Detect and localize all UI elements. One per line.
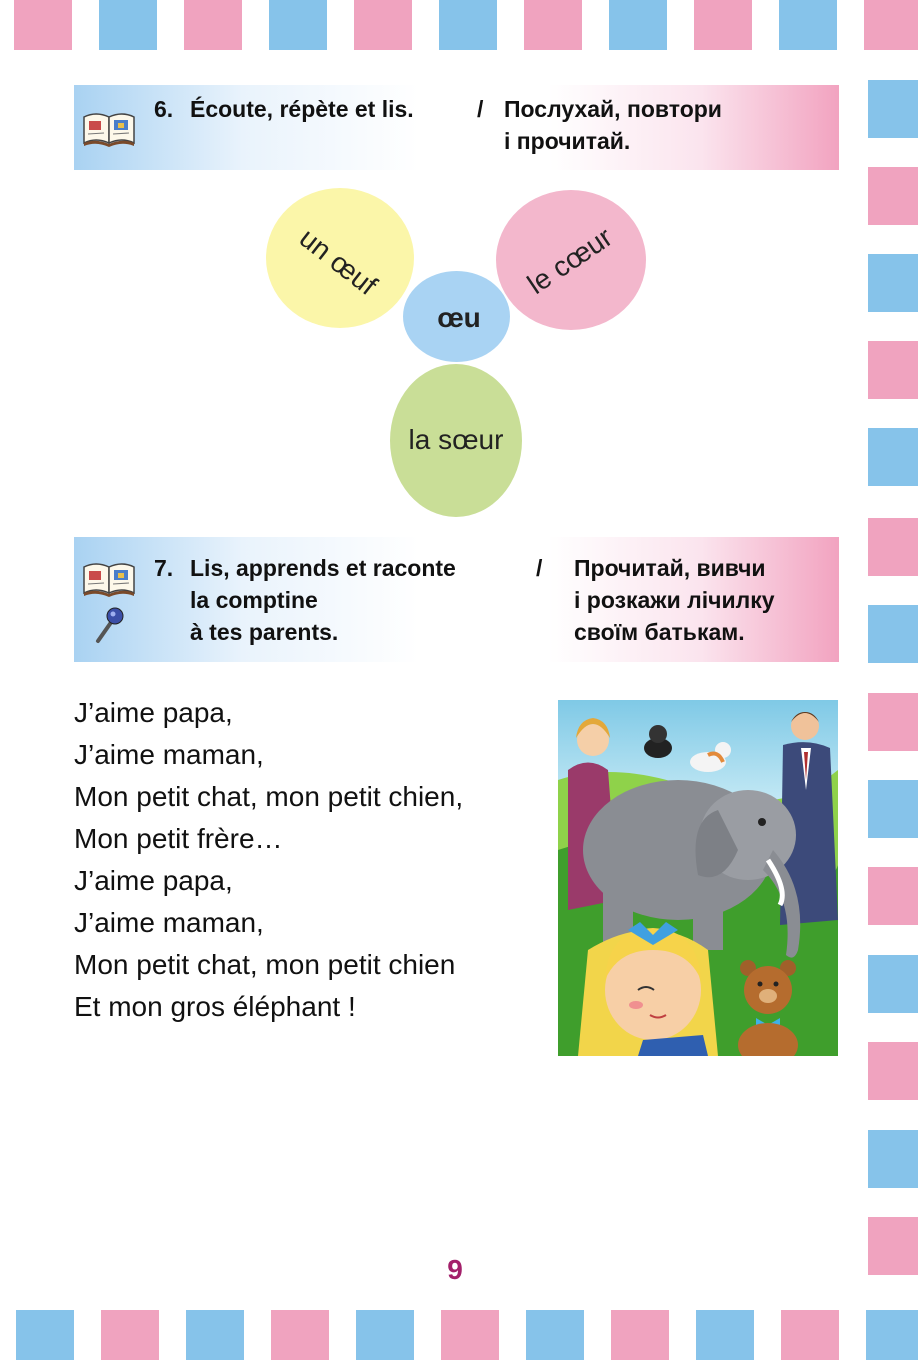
open-book-icon — [82, 557, 136, 597]
exercise-6-number: 6. — [154, 96, 174, 122]
exercise-6-instruction-fr: Écoute, répète et lis. — [190, 96, 414, 122]
exercise-7-instruction-uk-line1: Прочитай, вивчи — [574, 555, 766, 581]
exercise-6-instruction-uk-line1: Послухай, повтори — [504, 96, 722, 122]
poem-line: J’aime maman, — [74, 739, 264, 770]
border-square — [99, 0, 157, 50]
poem-line: Mon petit chat, mon petit chien — [74, 949, 456, 980]
poem-line: J’aime papa, — [74, 865, 233, 896]
border-square — [271, 1310, 329, 1360]
word-la-soeur: la sœur — [408, 424, 504, 455]
exercise-6-instruction-uk-line2: і прочитай. — [504, 128, 631, 154]
poem-line: Mon petit chat, mon petit chien, — [74, 781, 464, 812]
border-square — [866, 1310, 918, 1360]
border-square — [864, 0, 918, 50]
exercise-6-banner — [74, 85, 839, 170]
border-square — [694, 0, 752, 50]
border-square — [781, 1310, 839, 1360]
poem — [74, 692, 463, 1028]
exercise-7-instruction-uk-line2: і розкажи лічилку — [574, 587, 775, 613]
border-square — [609, 0, 667, 50]
border-square — [101, 1310, 159, 1360]
border-square — [354, 0, 412, 50]
exercise-7-separator: / — [536, 555, 543, 581]
exercise-7-instruction-fr-line1: Lis, apprends et raconte — [190, 555, 456, 581]
border-square — [779, 0, 837, 50]
border-square — [356, 1310, 414, 1360]
exercise-6-separator: / — [477, 96, 484, 122]
border-square — [184, 0, 242, 50]
exercise-7-banner — [74, 537, 839, 662]
exercise-7-instruction-fr-line2: la comptine — [190, 587, 318, 613]
family-elephant-illustration — [558, 700, 838, 1056]
border-square — [16, 1310, 74, 1360]
border-square — [14, 0, 72, 50]
border-square — [439, 0, 497, 50]
word-le-coeur: le cœur — [521, 221, 618, 300]
border-square — [611, 1310, 669, 1360]
border-square — [868, 80, 918, 138]
border-square — [269, 0, 327, 50]
microphone-icon — [92, 605, 126, 645]
border-square — [868, 341, 918, 399]
exercise-7-number: 7. — [154, 555, 174, 581]
word-un-oeuf: un œuf — [293, 222, 383, 302]
page-number: 9 — [447, 1254, 463, 1285]
border-square — [868, 518, 918, 576]
border-square — [868, 867, 918, 925]
border-square — [524, 0, 582, 50]
border-square — [868, 167, 918, 225]
border-square — [868, 428, 918, 486]
poem-line: Et mon gros éléphant ! — [74, 991, 356, 1022]
border-square — [868, 1042, 918, 1100]
border-square — [186, 1310, 244, 1360]
border-square — [868, 693, 918, 751]
exercise-7-instruction-fr-line3: à tes parents. — [190, 619, 339, 645]
border-square — [696, 1310, 754, 1360]
border-square — [868, 1130, 918, 1188]
border-square — [441, 1310, 499, 1360]
poem-line: J’aime maman, — [74, 907, 264, 938]
border-square — [868, 955, 918, 1013]
border-square — [868, 780, 918, 838]
sound-center-label: œu — [437, 302, 481, 333]
exercise-7-instruction-uk-line3: своїм батькам. — [574, 619, 745, 645]
poem-line: Mon petit frère… — [74, 823, 283, 854]
poem-line: J’aime papa, — [74, 697, 233, 728]
open-book-icon — [82, 107, 136, 147]
border-square — [868, 254, 918, 312]
border-square — [868, 605, 918, 663]
border-square — [526, 1310, 584, 1360]
